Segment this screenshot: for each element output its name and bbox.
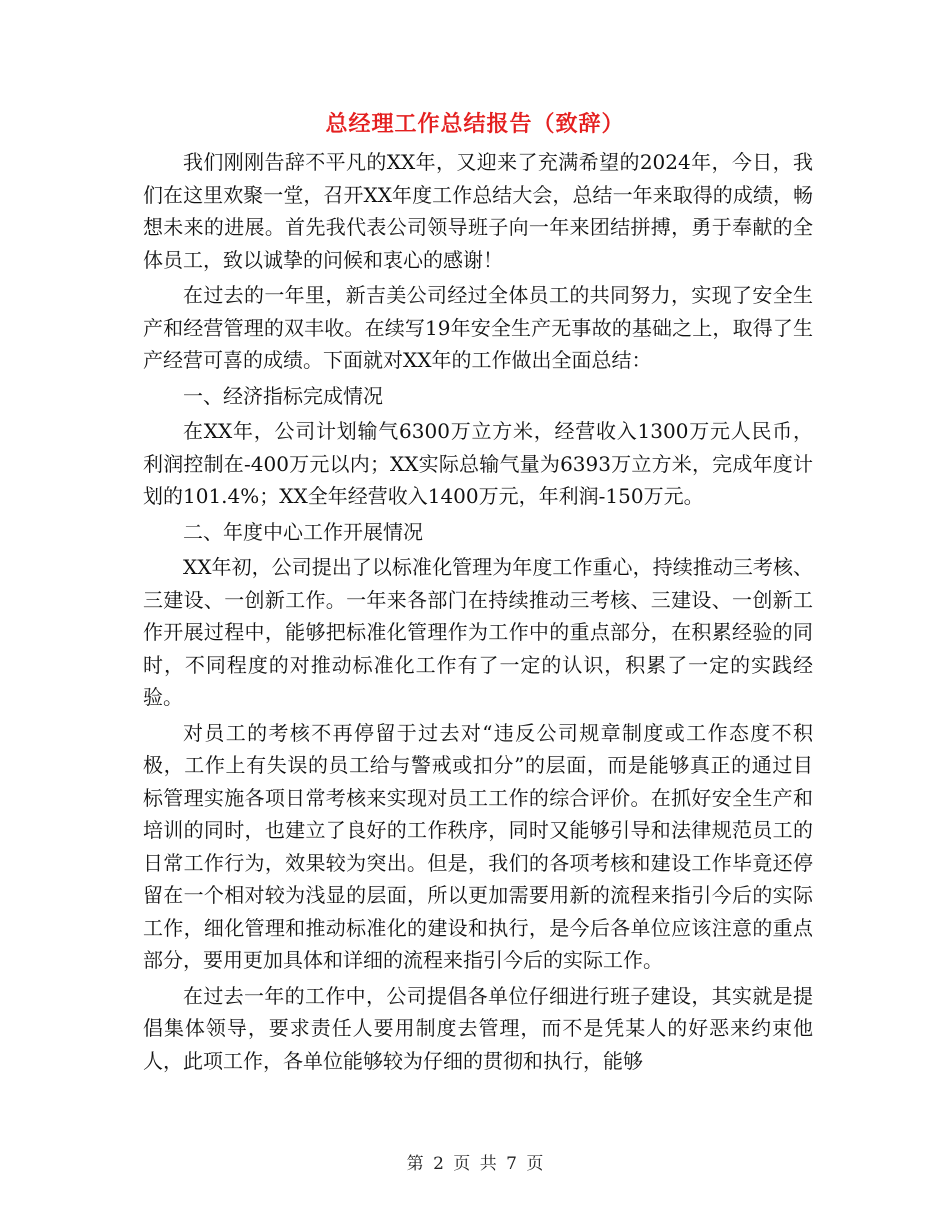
paragraph-assessment: 对员工的考核不再停留于过去对“违反公司规章制度或工作态度不积极，工作上有失误的员工给与警戒或扣分”的层面，而是能够真正的通过目标管理实施各项日常考核来实现对员工工作的综合评价。在抓好安全生产和培训的同时，也建立了良好的工作秩序，同时又能够引导和法律规范员工的日常工作行为，效果较为突出。但是，我们的各项考核和建设工作毕竟还停留在一个相对较为浅显的层面，所以更加需要用新的流程来指引今后的实际工作，细化管理和推动标准化的建设和执行，是今后各单位应该注意的重点部分，要用更加具体和详细的流程来指引今后的实际工作。 — [143, 720, 813, 972]
paragraph-intro: 我们刚刚告辞不平凡的XX年，又迎来了充满希望的2024年，今日，我们在这里欢聚一堂，召开XX年度工作总结大会，总结一年来取得的成绩，畅想未来的进展。首先我代表公司领导班子向一年来团结拼搏，勇于奉献的全体员工，致以诚挚的问候和衷心的感谢！ — [143, 150, 813, 272]
document-title: 总经理工作总结报告（致辞） — [325, 111, 625, 137]
page-number-footer: 第 2 页 共 7 页 — [406, 1154, 544, 1174]
section-heading-work: 二、年度中心工作开展情况 — [183, 519, 423, 544]
document-body — [143, 146, 813, 1080]
paragraph-economic: 在XX年，公司计划输气6300万立方米，经营收入1300万元人民币，利润控制在-400万元以内；XX实际总输气量为6393万立方米，完成年度计划的101.4%；XX全年经营收入1400万元，年利润-150万元。 — [143, 419, 813, 508]
paragraph-team-building: 在过去一年的工作中，公司提倡各单位仔细进行班子建设，其实就是提倡集体领导，要求责任人要用制度去管理，而不是凭某人的好恶来约束他人，此项工作，各单位能够较为仔细的贯彻和执行，能够 — [143, 983, 813, 1073]
paragraph-summary: 在过去的一年里，新吉美公司经过全体员工的共同努力，实现了安全生产和经营管理的双丰收。在续写19年安全生产无事故的基础之上，取得了生产经营可喜的成绩。下面就对XX年的工作做出全面总结： — [143, 283, 813, 372]
section-heading-economic: 一、经济指标完成情况 — [183, 383, 383, 408]
paragraph-standardization: XX年初，公司提出了以标准化管理为年度工作重心，持续推动三考核、三建设、一创新工作。一年来各部门在持续推动三考核、三建设、一创新工作开展过程中，能够把标准化管理作为工作中的重点部分，在积累经验的同时，不同程度的对推动标准化工作有了一定的认识，积累了一定的实践经验。 — [143, 555, 813, 709]
